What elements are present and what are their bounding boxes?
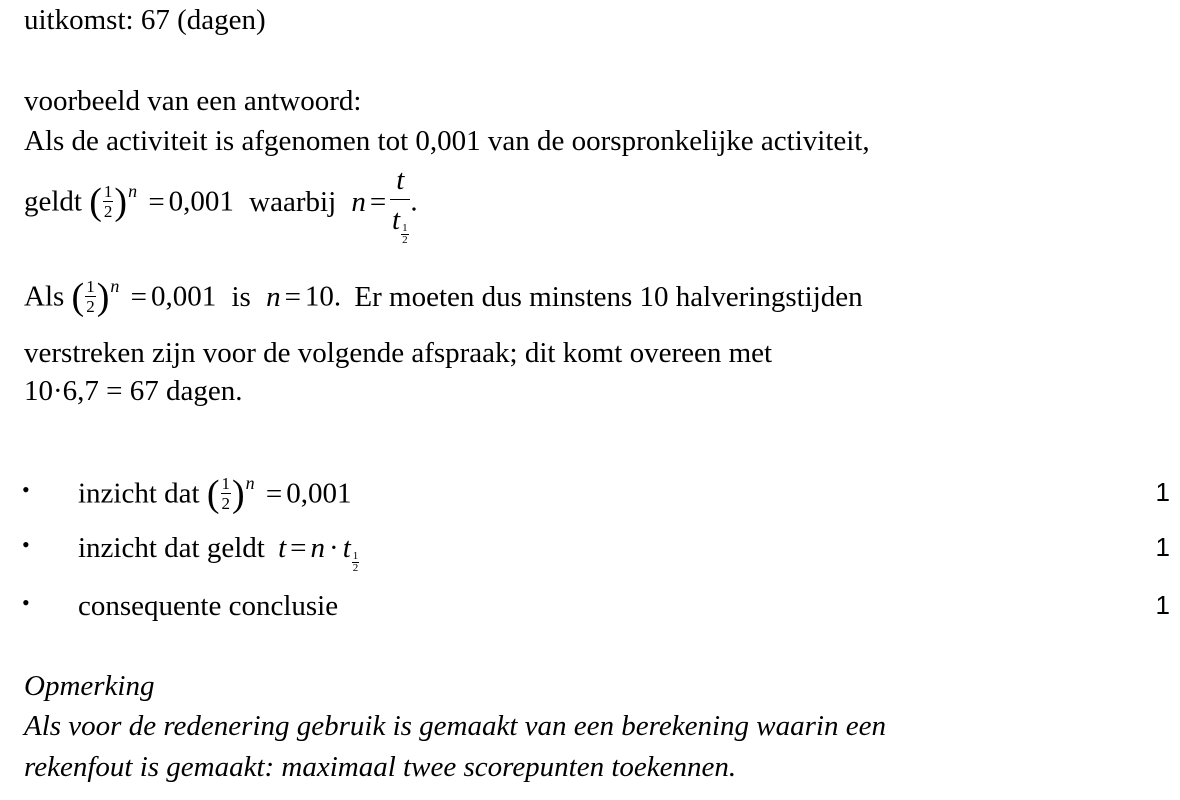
bullet-icon: • bbox=[22, 477, 30, 502]
example-heading: voorbeeld van een antwoord: bbox=[24, 85, 362, 117]
remark-title: Opmerking bbox=[24, 670, 155, 702]
outcome-line: uitkomst: 67 (dagen) bbox=[24, 4, 266, 36]
criterion-row bbox=[0, 590, 1180, 630]
remark-line-1: Als voor de redenering gebruik is gemaakt van een berekening waarin een bbox=[24, 710, 886, 742]
criterion-score: 1 bbox=[1155, 532, 1170, 562]
half-fraction: $\frac{1}{2}$ bbox=[103, 181, 113, 221]
bullet-icon: • bbox=[22, 532, 30, 557]
paragraph-1: Als de activiteit is afgenomen tot 0,001 van de oorspronkelijke activiteit, bbox=[24, 125, 870, 157]
close-paren: ) bbox=[114, 181, 128, 223]
var-n: n bbox=[351, 185, 366, 218]
geldt-word: geldt bbox=[24, 185, 82, 218]
paragraph-2-tail: Er moeten dus minstens 10 halveringstijden bbox=[354, 280, 863, 313]
waarbij-word: waarbij bbox=[249, 185, 337, 218]
calculation-line: 10·6,7 = 67 dagen. bbox=[24, 375, 243, 407]
exponent-n: n bbox=[128, 180, 138, 201]
n-value: 10. bbox=[304, 280, 342, 313]
value-0001: 0,001 bbox=[168, 185, 234, 218]
remark-line-2: rekenfout is gemaakt: maximaal twee scorepunten toekennen. bbox=[24, 751, 737, 783]
criterion-score: 1 bbox=[1155, 590, 1170, 620]
is-word: is bbox=[231, 280, 251, 313]
criterion-score: 1 bbox=[1155, 477, 1170, 507]
criterion-row: • inzicht dat ( $\frac{1}{2}$ )$^n$ = 0,001 1 bbox=[22, 472, 1170, 515]
half-fraction: $\frac{1}{2}$ bbox=[86, 276, 95, 316]
criterion-text: inzicht dat geldt bbox=[78, 532, 265, 564]
bullet-icon: • bbox=[22, 590, 30, 615]
t-over-t-half-fraction: t t $\frac{1}{2}$ bbox=[390, 166, 410, 246]
paragraph-3: verstreken zijn voor de volgende afspraak; dit komt overeen met bbox=[24, 337, 773, 369]
als-word: Als bbox=[24, 280, 65, 313]
criterion-text: consequente conclusie bbox=[78, 590, 339, 622]
open-paren: ( bbox=[89, 181, 102, 223]
criterion-row: • inzicht dat geldt t = n · t $\frac{1}{2}$ 1 bbox=[22, 532, 1170, 574]
criterion-text: inzicht dat bbox=[78, 477, 200, 510]
formula-line-geldt: geldt ( $\frac{1}{2}$ )$^n$ = 0,001 waarbij n = t t $\frac{1}{2}$ . bbox=[24, 164, 418, 246]
formula-line-als: Als ( $\frac{1}{2}$ )$^n$ = 0,001 is n = 10. Er moeten dus minstens 10 halveringstijden bbox=[24, 275, 863, 318]
